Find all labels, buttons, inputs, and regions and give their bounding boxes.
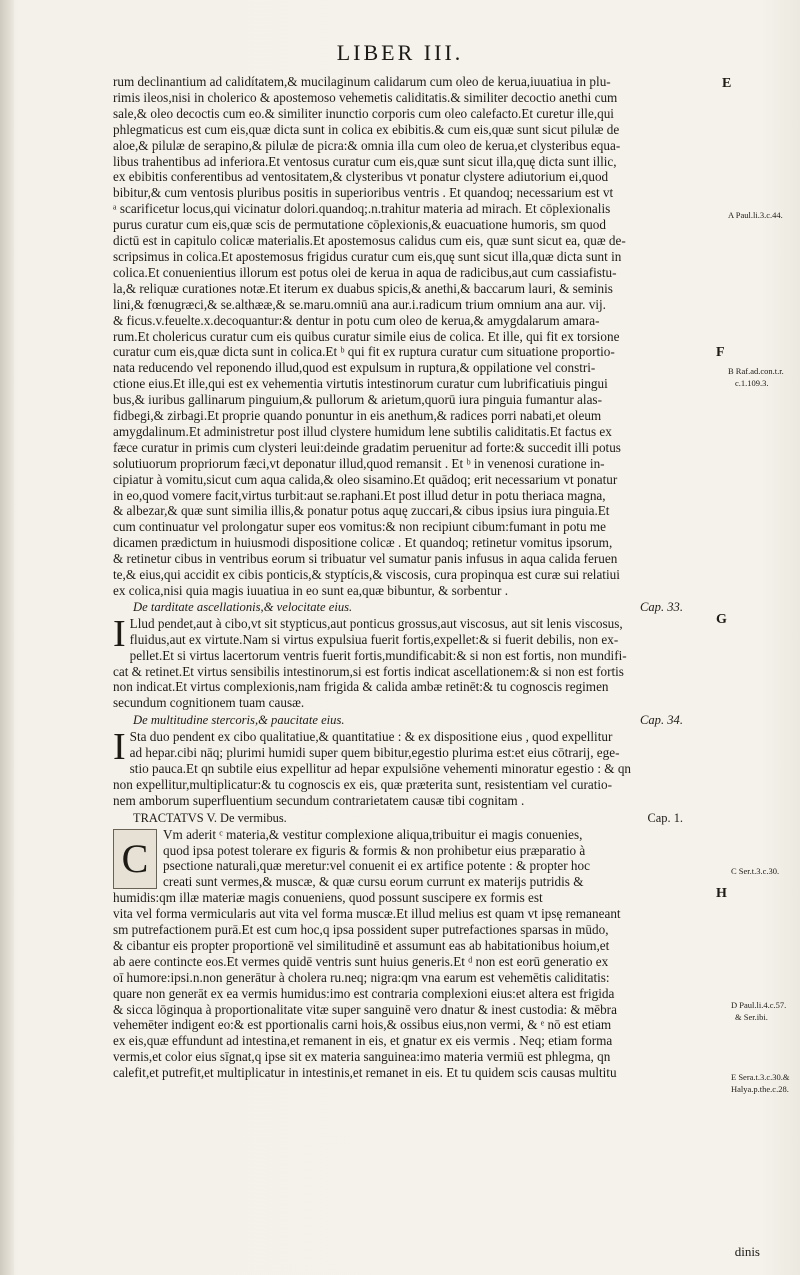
margin-note-a: A Paul.li.3.c.44.: [728, 210, 783, 220]
margin-note-e2: Halya.p.the.c.28.: [731, 1084, 789, 1094]
tractatus-heading: [113, 811, 713, 827]
margin-note-b1: B Raf.ad.con.t.r.: [728, 366, 784, 376]
text-line: psectione naturali,quæ meretur:vel conuenit ei ex artifice potente : & propter hoc: [163, 858, 590, 874]
text-line: colica.Et conuenientius illorum est potus olei de kerua in aqua de radicibus,aut cum cassiafistu-: [113, 264, 617, 280]
margin-letter-h: H: [716, 886, 727, 901]
text-line: quare non generāt ex ea vermis humidus:imo est contraria complexioni eius:et altera est frigida: [113, 985, 615, 1001]
text-line: dicamen prædictum in huiusmodi dispositione colicæ . Et quandoq; retinetur vomitus ipsorum,: [113, 535, 613, 551]
text-line: & ficus.v.feuelte.x.decoquantur:& dentur in potu cum oleo de kerua,& amygdalarum amara-: [113, 312, 600, 328]
text-line: la,& reliquæ curationes notæ.Et iterum ex duabus spicis,& anethi,& baccarum lauri, & seminis: [113, 280, 613, 296]
text-line: pellet.Et si virtus lacertorum ventris fuerit fortis,mundificabit:& si non est fortis, non mundifi-: [129, 647, 627, 663]
margin-note-e1: E Sera.t.3.c.30.&: [731, 1072, 790, 1082]
text-line: cat & retinet.Et virtus sensibilis intestinorum,si est fortis indicat ascellationem:& si non est fortis: [113, 663, 624, 679]
text-line: rum.Et cholericus curatur cum eis quibus curatur simile eius de colica. Et ille, qui fit ex torsione: [113, 328, 620, 344]
text-line: rimis ileos,nisi in cholerico & apostemoso vehemetis caliditatis.& similiter decoctio anethi cum: [113, 89, 618, 105]
text-line: dictū est in capitulo colicæ materialis.Et apostemosus calidus cum eis, quæ sunt sicut ea, quæ de-: [113, 233, 626, 249]
text-line: bus,& iuribus gallinarum pinguium,& pullorum & arietum,quorū iura pinguia fumantur alas-: [113, 392, 602, 408]
text-line: ex ebibitis conferentibus ad ventositatem,& clysteribus vt ponatur clystere adiutorium ei,quod: [113, 169, 609, 185]
chapter-34-cap: Cap. 34.: [639, 713, 683, 728]
margin-note-b2: c.1.109.3.: [735, 378, 769, 388]
text-line: & cibantur eis propter proportionē vel similitudinē et assumunt eas ab habitationibus hoium,et: [113, 937, 610, 953]
text-line: cipiatur à vomitu,sicut cum aqua calida,& oleo sisamino.Et quādoq; erit necessarium vt ponatur: [113, 471, 618, 487]
text-line: ab aere contincte eos.Et vermes quidē ventris sunt huius generis.Et ᵈ non est eorū generatio ex: [113, 953, 609, 969]
text-line: calefit,et putrefit,et multiplicatur in intestinis,et remanet in eis. Et tu quidem scis causas multitu: [113, 1065, 617, 1081]
chapter-33-cap: Cap. 33.: [639, 599, 683, 614]
text-line: Llud pendet,aut à cibo,vt sit stypticus,aut ponticus grossus,aut viscosus, aut sit lenis viscosus,: [129, 615, 623, 631]
text-line: & sicca lōginqua à proportionalitate vitæ super sanguinē vero dnatur & inest custodia: & mēbra: [113, 1001, 617, 1017]
tractatus-title: TRACTATVS V. De vermibus.: [133, 810, 287, 825]
text-line: oī humore:ipsi.n.non generātur à cholera ru.neq; nigra:qm vna earum est vehemētis caliditatis:: [113, 969, 610, 985]
text-line: solutiuorum propriorum fæci,vt deponatur illud,quod remansit . Et ᵇ in venenosi curatione in-: [113, 455, 605, 471]
text-line: aloe,& pilulæ de serapino,& pilulæ de picra:& omnia illa cum oleo de kerua,et clysteribus equa-: [113, 137, 621, 153]
text-line: non indicat.Et virtus complexionis,nam frigida & calida ambæ retinēt:& tu cognoscis regimen: [113, 679, 609, 695]
text-line: scripsimus in colica.Et apostemosus frigidus curatur cum eis,quę sunt sicut illa,quæ dicta sunt in: [113, 248, 622, 264]
catchword: dinis: [734, 1244, 760, 1259]
text-line: rum declinantium ad calidítatem,& mucilaginum calidarum cum oleo de kerua,iuuatiua in plu-: [113, 74, 611, 89]
text-line: & albezar,& quæ sunt similia illis,& ponatur potus aquę zuccari,& cibus ipsius iura pinguia.Et: [113, 503, 610, 519]
text-line: humidis:qm illæ materiæ magis conueniens, quod possunt suscipere ex formis est: [113, 890, 543, 906]
text-line: vermis,et color eius sīgnat,q ipse sit ex materia sanguinea:imo materia vermiū est phlegma, qn: [113, 1049, 611, 1065]
margin-letter-f: F: [716, 345, 725, 360]
text-block-ileos: [113, 74, 713, 599]
text-line: ad hepar.cibi nāq; plurimi humidi super quem bibitur,egestio plurima est:et eius cōtrarij, ege-: [129, 745, 620, 761]
text-line: vehemēter indigent eo:& est pportionalis carni hois,& ossibus eius,non vermi, & ᵉ nō est etiam: [113, 1017, 612, 1033]
text-line: cum continuatur vel prolongatur super eos vomitus:& non recipiunt cibum:fumant in potu me: [113, 519, 606, 535]
book-spine-shadow: [0, 0, 14, 1275]
chapter-34-title: De multitudine stercoris,& paucitate eius.: [133, 713, 345, 728]
chapter-34-text: [113, 726, 713, 809]
text-line: in eo,quod vomere facit,virtus turbit:aut se.raphani.Et post illud detur in potu theriaca magna,: [113, 487, 606, 503]
drop-cap-33: I: [113, 612, 126, 655]
chapter-33-text: [113, 612, 713, 711]
text-line: ctione eius.Et ille,qui est ex vehementia virtutis intestinorum curatur cum lubrificatiuis pingui: [113, 376, 608, 392]
text-line: fæce curatur in primis cum clysteri leui:deinde gradatim peruenitur ad forte:& succedit illi potus: [113, 439, 621, 455]
chapter-33-title: De tarditate ascellationis,& velocitate eius.: [133, 599, 353, 614]
text-line: lini,& fœnugræci,& se.althææ,& se.maru.omniū ana aur.i.radicum trium omnium ana aur. vij.: [113, 296, 606, 312]
chapter-34-heading: [113, 713, 713, 729]
text-line: nata reducendo vel reponendo illud,quod est expulsum in ruptura,& oppilatione vel constri-: [113, 360, 596, 376]
chapter-33-heading: [113, 600, 713, 616]
text-line: ex eis,quæ effundunt ad intestina,et remanent in eis, et gnatur ex eis vermis . Neq; etiam forma: [113, 1033, 613, 1049]
tractatus-cap: Cap. 1.: [647, 810, 683, 825]
text-line: fidbegi,& zirbagi.Et proprie quando ponuntur in eis anethum,& radices porri nabati,et oleum: [113, 408, 602, 424]
text-line: & retinetur cibus in ventribus eorum si tribuatur vel sumatur panis infusus in aqua calida feruen: [113, 551, 618, 567]
chapter-34-lines: [113, 726, 713, 809]
text-line: nem amborum superfluentium secundum contrarietatem causæ tibi cognitam .: [113, 792, 525, 808]
margin-letter-e: E: [722, 76, 732, 91]
text-line: Sta duo pendent ex cibo qualitatiue,& quantitatiue : & ex dispositione eius , quod expellitur: [129, 729, 613, 745]
text-line: curatur cum eis,quæ dicta sunt in colica.Et ᵇ qui fit ex ruptura curatur cum situatione proportio-: [113, 344, 615, 360]
margin-note-d1: D Paul.li.4.c.57.: [731, 1000, 787, 1010]
text-line: phlegmaticus est cum eis,quæ dicta sunt in colica ex ebibitis.& cum eis,quæ sunt sicut pilulæ de: [113, 121, 620, 137]
chapter-33-lines: [113, 612, 713, 711]
text-line: fluidus,aut ex virtute.Nam si virtus expulsiua fuerit fortis,expellet:& si fuerit debilis, non ex-: [129, 631, 619, 647]
drop-cap-34: I: [113, 726, 126, 769]
margin-note-c: C Ser.t.3.c.30.: [731, 866, 780, 876]
text-line: secundum cognitionem tuam causæ.: [113, 695, 305, 711]
text-line: bibitur,& cum ventosis pluribus positis in superioribus ventris . Et quandoq; necessarium est vt: [113, 185, 614, 201]
tractatus-text: [113, 827, 713, 1082]
text-line: sale,& oleo decoctis cum eo.& similiter inunctio corporis cum oleo calefacto.Et curetur ille,qui: [113, 105, 614, 121]
text-line: libus trahentibus ad inferiora.Et ventosus curatur cum eis,quæ sunt sicut illa,quę dicta sunt illic,: [113, 153, 617, 169]
text-line: vita vel forma vermicularis aut vita vel forma muscæ.Et illud melius est quam vt ipsę remaneant: [113, 906, 621, 922]
text-line: amygdalinum.Et administretur post illud clystere humidum lene subtilis caliditatis.Et factus ex: [113, 423, 612, 439]
text-body: [113, 74, 713, 1081]
text-line: te,& eius,qui accidit ex cibis ponticis,& styptícis,& viscosis, cura propinqua est curæ sui relatiui: [113, 567, 620, 583]
running-header: LIBER III.: [336, 40, 464, 65]
text-line: non expellitur,multiplicatur:& tu cognoscis ex eis, quæ præterita sunt, resistentiam vel curatio-: [113, 776, 613, 792]
text-line: ᵃ scarificetur locus,qui vicinatur dolori.quandoq;.n.trahitur materia ad mirach. Et cōplexionalis: [113, 201, 611, 217]
tractatus-lines: [113, 827, 713, 1082]
text-line: sm putrefactionem purā.Et est cum hoc,q ipsa possident super putrefactiones sparsas in mūdo,: [113, 922, 609, 938]
text-line: ex colica,nisi quia magis iuuatiua in eo sunt ea,quæ bibuntur, & sorbentur .: [113, 583, 509, 598]
decorated-initial-c: C: [113, 829, 157, 889]
text-line: stio pauca.Et qn subtile eius expellitur ad hepar expulsiōne vehementi minoratur egestio : & qn: [129, 760, 632, 776]
margin-letter-g: G: [716, 612, 727, 627]
text-line: quod ipsa potest tolerare ex figuris & formis & non prohibetur eius præparatio à: [163, 842, 586, 858]
text-line: Vm aderit ᶜ materia,& vestitur complexione aliqua,tribuitur ei magis conuenies,: [163, 826, 583, 842]
text-line: creati sunt vermes,& muscæ, & quæ cursu eorum currunt ex materijs putridis &: [163, 874, 584, 890]
margin-note-d2: & Ser.ibi.: [735, 1012, 768, 1022]
text-line: purus curatur cum eis,quæ scis de permutatione cōplexionis,& euacuatione humoris, sm quod: [113, 217, 606, 233]
